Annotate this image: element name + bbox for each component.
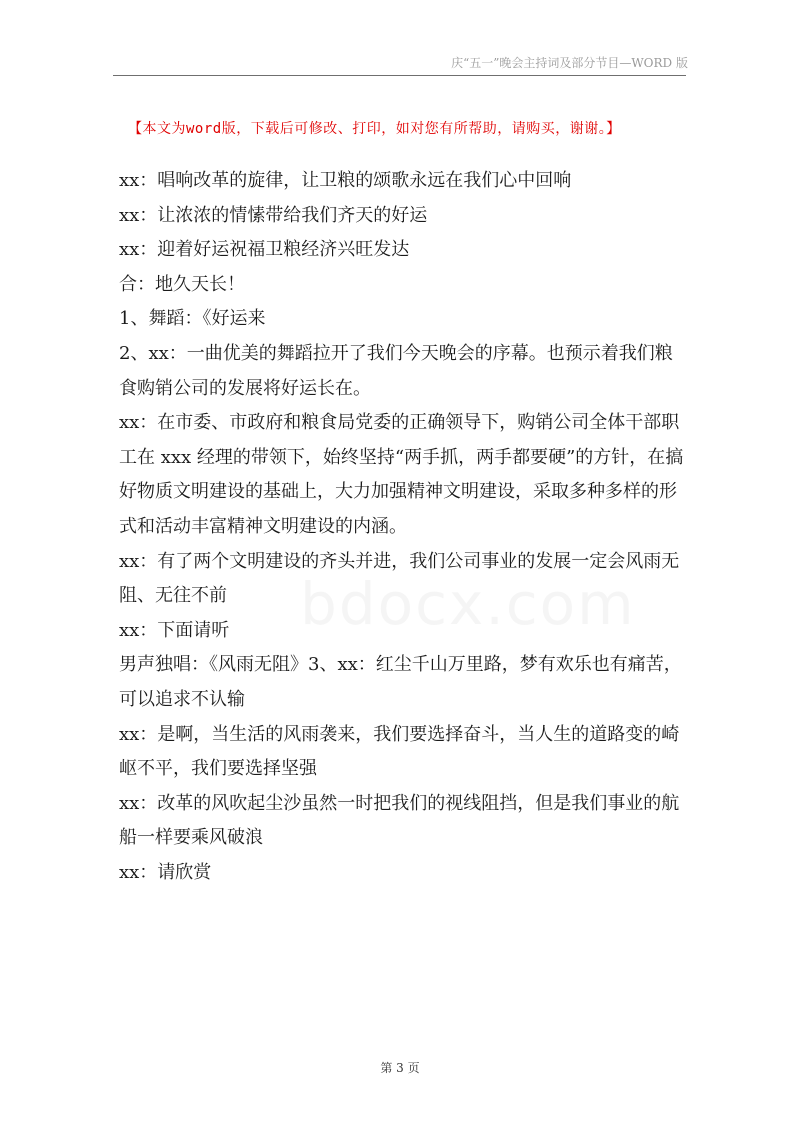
watermark: bdocx.com xyxy=(300,570,636,638)
document-body xyxy=(119,164,687,890)
paragraph: xx：请欣赏 xyxy=(119,861,212,883)
paragraph: xx：唱响改革的旋律，让卫粮的颂歌永远在我们心中回响 xyxy=(119,170,572,191)
paragraph: xx：迎着好运祝福卫粮经济兴旺发达 xyxy=(119,239,410,261)
paragraph: 男声独唱：《风雨无阻》3、xx：红尘千山万里路，梦有欢乐也有痛苦，可以追求不认输 xyxy=(119,654,682,710)
download-notice: 【本文为word版，下载后可修改、打印，如对您有所帮助，请购买，谢谢。】 xyxy=(128,121,621,137)
paragraph: xx：让浓浓的情愫带给我们齐天的好运 xyxy=(119,204,428,226)
paragraph: 1、舞蹈：《好运来 xyxy=(119,308,266,330)
paragraph: xx：有了两个文明建设的齐头并进，我们公司事业的发展一定会风雨无阻、无往不前 xyxy=(119,550,680,607)
paragraph: xx：是啊，当生活的风雨袭来，我们要选择奋斗，当人生的道路变的崎岖不平，我们要选择坚强 xyxy=(119,723,680,780)
paragraph: 合：地久天长！ xyxy=(119,273,245,295)
page-header-title: 庆“五一”晚会主持词及部分节目—WORD 版 xyxy=(451,56,688,70)
header-divider xyxy=(113,75,686,76)
paragraph: xx：在市委、市政府和粮食局党委的正确领导下，购销公司全体干部职工在 xxx 经理的带领下，始终坚持“两手抓，两手都要硬”的方针，在搞好物质文明建设的基础上，大力加强精神文明建设，采取多种多样的形式和活动丰富精神文明建设的内涵。 xyxy=(119,412,684,537)
paragraph: 2、xx：一曲优美的舞蹈拉开了我们今天晚会的序幕。也预示着我们粮食购销公司的发展将好运长在。 xyxy=(119,342,673,399)
paragraph: xx：改革的风吹起尘沙虽然一时把我们的视线阻挡，但是我们事业的航船一样要乘风破浪 xyxy=(119,792,680,849)
page-number: 第 3 页 xyxy=(380,1061,420,1075)
paragraph: xx：下面请听 xyxy=(119,619,230,641)
